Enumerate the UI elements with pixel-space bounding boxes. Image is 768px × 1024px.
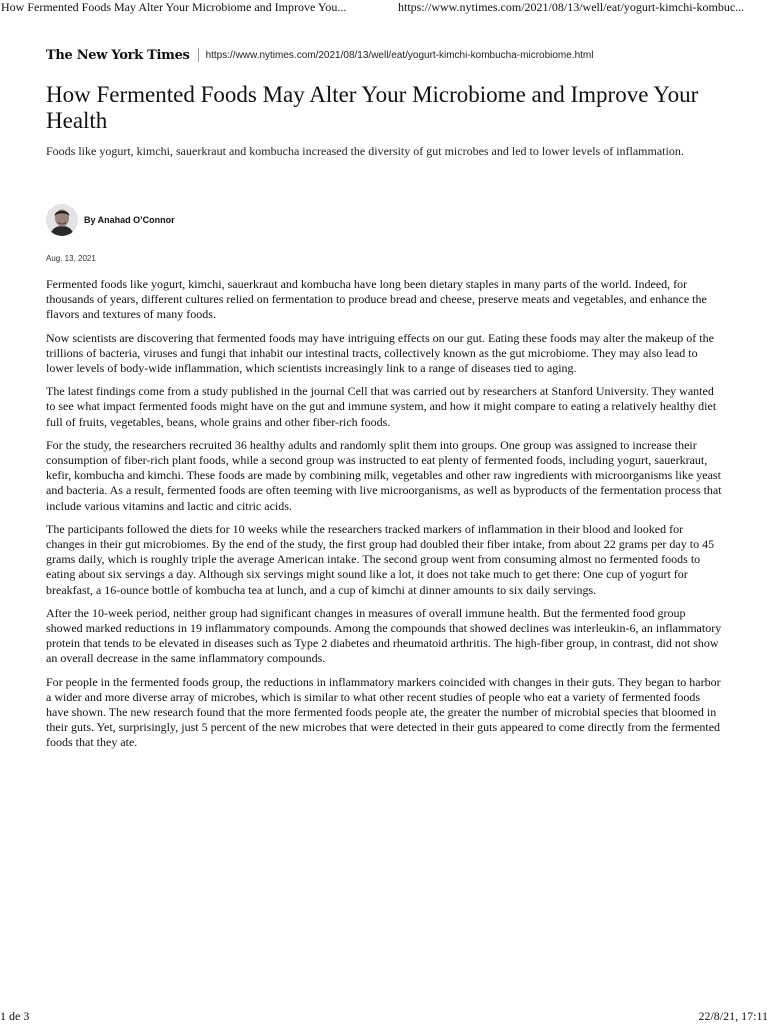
article-url[interactable]: https://www.nytimes.com/2021/08/13/well/eat/yogurt-kimchi-kombucha-microbiome.html <box>205 49 594 61</box>
body-paragraph: For the study, the researchers recruited 36 healthy adults and randomly split them into groups. One group was assigned to increase their consumption of fiber-rich plant foods, while a second group was instructed to eat plenty of fermented foods, including yogurt, sauerkraut, kefir, kombucha and kimchi. These foods are made by combining milk, vegetables and other raw ingredients with microorganisms like yeast and bacteria. As a result, fermented foods are often teeming with live microorganisms, as well as byproducts of the fermentation process that include various vitamins and lactic and citric acids. <box>46 437 722 513</box>
print-page-url: https://www.nytimes.com/2021/08/13/well/eat/yogurt-kimchi-kombuc... <box>398 0 745 14</box>
article-body <box>46 277 722 759</box>
body-paragraph: Now scientists are discovering that fermented foods may have intriguing effects on our gut. Eating these foods may alter the makeup of the trillions of bacteria, viruses and fungi that inhabit our intestinal tracts, collectively known as the gut microbiome. They may also lead to lower levels of body-wide inflammation, which scientists increasingly link to a range of diseases tied to aging. <box>46 330 714 376</box>
print-datetime: 22/8/21, 17:11 <box>698 1009 768 1023</box>
print-header <box>0 0 768 16</box>
body-paragraph: For people in the fermented foods group, the reductions in inflammatory markers coincided with changes in their guts. They began to harbor a wider and more diverse array of microbes, which is similar to what other recent studies of people who eat a variety of fermented foods have shown. The new research found that the more fermented foods people ate, the greater the number of microbial species that bloomed in their guts. Yet, surprisingly, just 5 percent of the new microbes that were detected in their guts appeared to come directly from the fermented foods that they ate. <box>46 674 721 750</box>
print-page-title: How Fermented Foods May Alter Your Microbiome and Improve You... <box>1 0 347 14</box>
author-name[interactable]: By Anahad O’Connor <box>84 215 175 225</box>
publish-date: Aug. 13, 2021 <box>46 254 96 263</box>
article-headline: How Fermented Foods May Alter Your Microbiome and Improve Your Health <box>46 82 699 133</box>
author-avatar <box>46 204 78 236</box>
body-paragraph: Fermented foods like yogurt, kimchi, sauerkraut and kombucha have long been dietary staples in many parts of the world. Indeed, for thousands of years, different cultures relied on fermentation to produce bread and cheese, preserve meats and vegetables, and enhance the flavors and textures of many foods. <box>46 277 707 322</box>
body-paragraph: The participants followed the diets for 10 weeks while the researchers tracked markers of inflammation in their blood and looked for changes in their gut microbiomes. By the end of the study, the first group had doubled their fiber intake, from about 22 grams per day to 45 grams daily, which is roughly triple the average American intake. The second group went from consuming almost no fermented foods to eating about six servings a day. Although six servings might sound like a lot, it does not take much to get there: One cup of yogurt for breakfast, a 16-ounce bottle of kombucha tea at lunch, and a cup of kimchi at dinner amounts to six daily servings. <box>46 521 715 597</box>
body-paragraph: After the 10-week period, neither group had significant changes in measures of overall immune health. But the fermented food group showed marked reductions in 19 inflammatory compounds. Among the compounds that showed declines was interleukin-6, an inflammatory protein that tends to be elevated in diseases such as Type 2 diabetes and rheumatoid arthritis. The high-fiber group, in contrast, did not show an overall decrease in the same inflammatory compounds. <box>46 605 722 666</box>
byline <box>46 204 175 236</box>
article-summary: Foods like yogurt, kimchi, sauerkraut and kombucha increased the diversity of gut microbes and led to lower levels of inflammation. <box>46 144 684 158</box>
print-footer <box>0 1009 768 1024</box>
masthead-divider <box>198 48 199 62</box>
page-number: 1 de 3 <box>0 1009 30 1023</box>
nyt-logo[interactable]: The New York Times <box>46 47 190 63</box>
masthead <box>46 46 726 64</box>
body-paragraph: The latest findings come from a study published in the journal Cell that was carried out by researchers at Stanford University. They wanted to see what impact fermented foods might have on the gut and immune system, and how it might compare to eating a relatively healthy diet full of fruits, vegetables, beans, whole grains and other fiber-rich foods. <box>46 384 717 429</box>
